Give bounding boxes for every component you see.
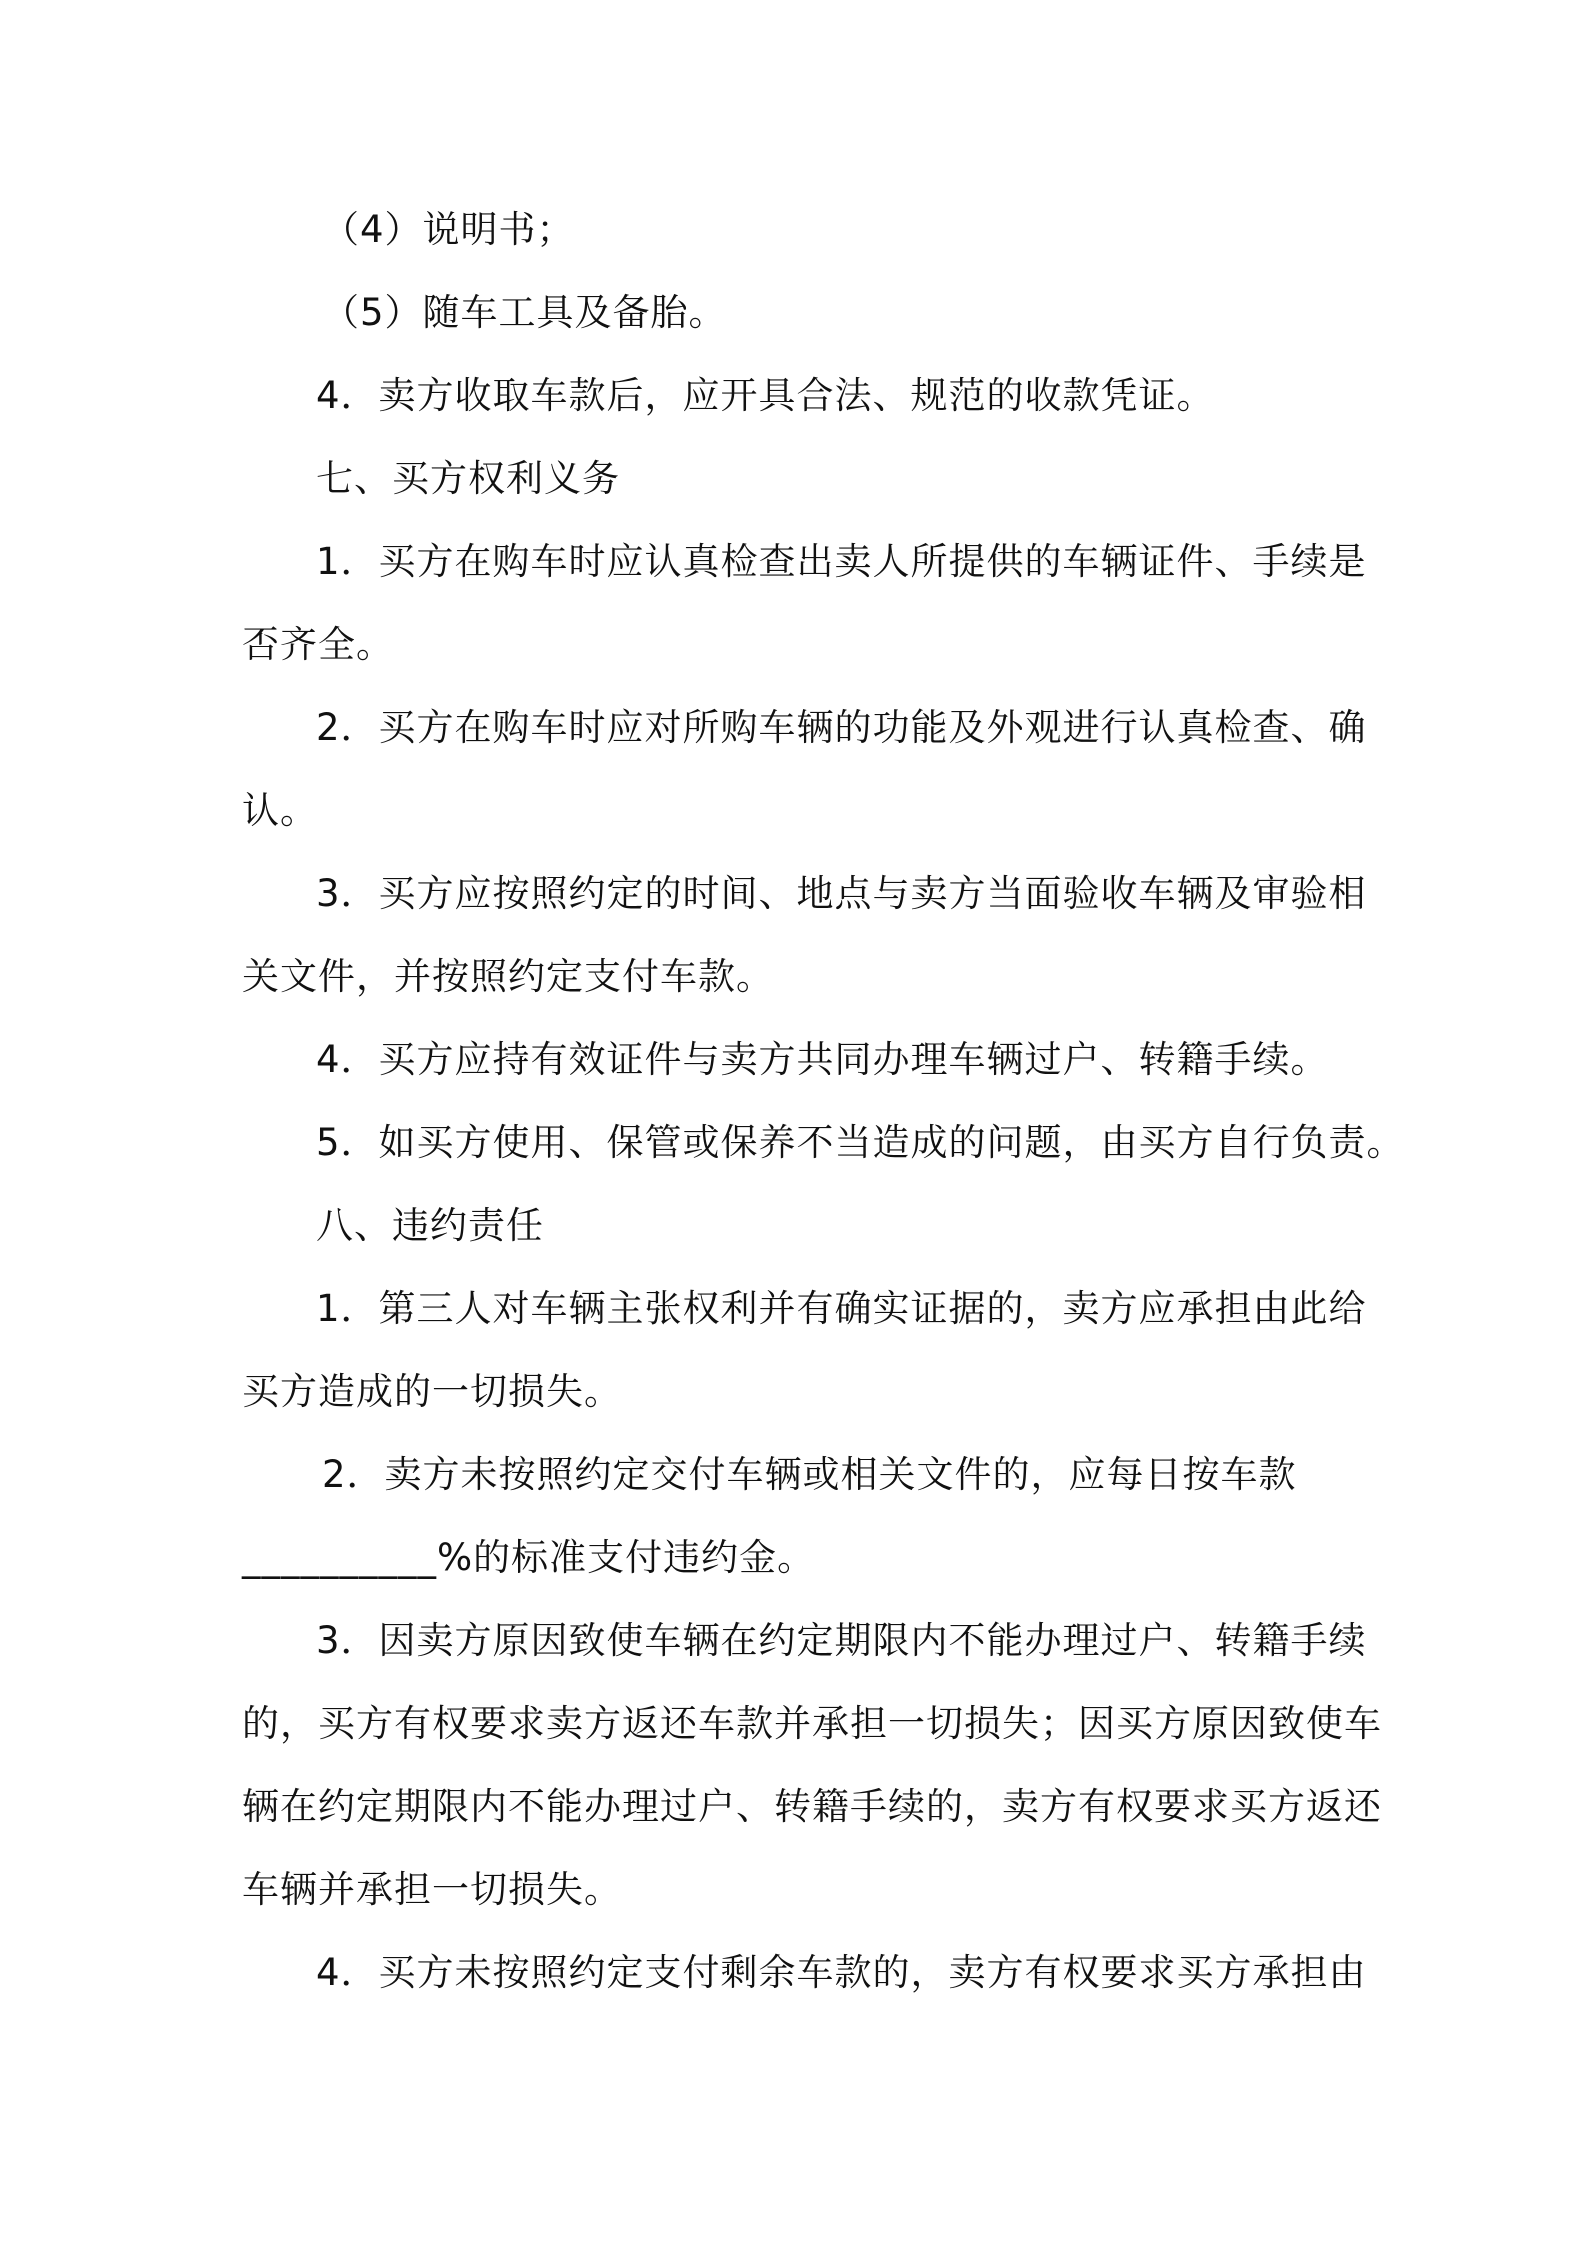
paragraph-line: 辆在约定期限内不能办理过户、转籍手续的，卖方有权要求买方返还 <box>242 1785 1382 1828</box>
paragraph-line: 2．买方在购车时应对所购车辆的功能及外观进行认真检查、确 <box>316 706 1367 749</box>
paragraph-line: 5．如买方使用、保管或保养不当造成的问题，由买方自行负责。 <box>316 1121 1405 1164</box>
paragraph-line: （5）随车工具及备胎。 <box>322 291 727 334</box>
paragraph-line: 2．卖方未按照约定交付车辆或相关文件的，应每日按车款 <box>322 1453 1297 1496</box>
paragraph-line: （4）说明书； <box>322 208 575 251</box>
paragraph-line: 关文件，并按照约定支付车款。 <box>242 955 774 998</box>
paragraph-line: 4．买方未按照约定支付剩余车款的，卖方有权要求买方承担由 <box>316 1951 1367 1994</box>
paragraph-line: 车辆并承担一切损失。 <box>242 1868 622 1911</box>
paragraph-line: 认。 <box>242 789 318 832</box>
paragraph-line: __________%的标准支付违约金。 <box>242 1536 816 1579</box>
section-heading: 七、买方权利义务 <box>316 457 620 500</box>
paragraph-line: 的，买方有权要求卖方返还车款并承担一切损失；因买方原因致使车 <box>242 1702 1382 1745</box>
section-heading: 八、违约责任 <box>316 1204 544 1247</box>
paragraph-line: 买方造成的一切损失。 <box>242 1370 622 1413</box>
paragraph-line: 4．卖方收取车款后，应开具合法、规范的收款凭证。 <box>316 374 1215 417</box>
paragraph-line: 1．第三人对车辆主张权利并有确实证据的，卖方应承担由此给 <box>316 1287 1367 1330</box>
paragraph-line: 4．买方应持有效证件与卖方共同办理车辆过户、转籍手续。 <box>316 1038 1329 1081</box>
paragraph-line: 否齐全。 <box>242 623 394 666</box>
paragraph-line: 1．买方在购车时应认真检查出卖人所提供的车辆证件、手续是 <box>316 540 1367 583</box>
paragraph-line: 3．因卖方原因致使车辆在约定期限内不能办理过户、转籍手续 <box>316 1619 1367 1662</box>
paragraph-line: 3．买方应按照约定的时间、地点与卖方当面验收车辆及审验相 <box>316 872 1367 915</box>
